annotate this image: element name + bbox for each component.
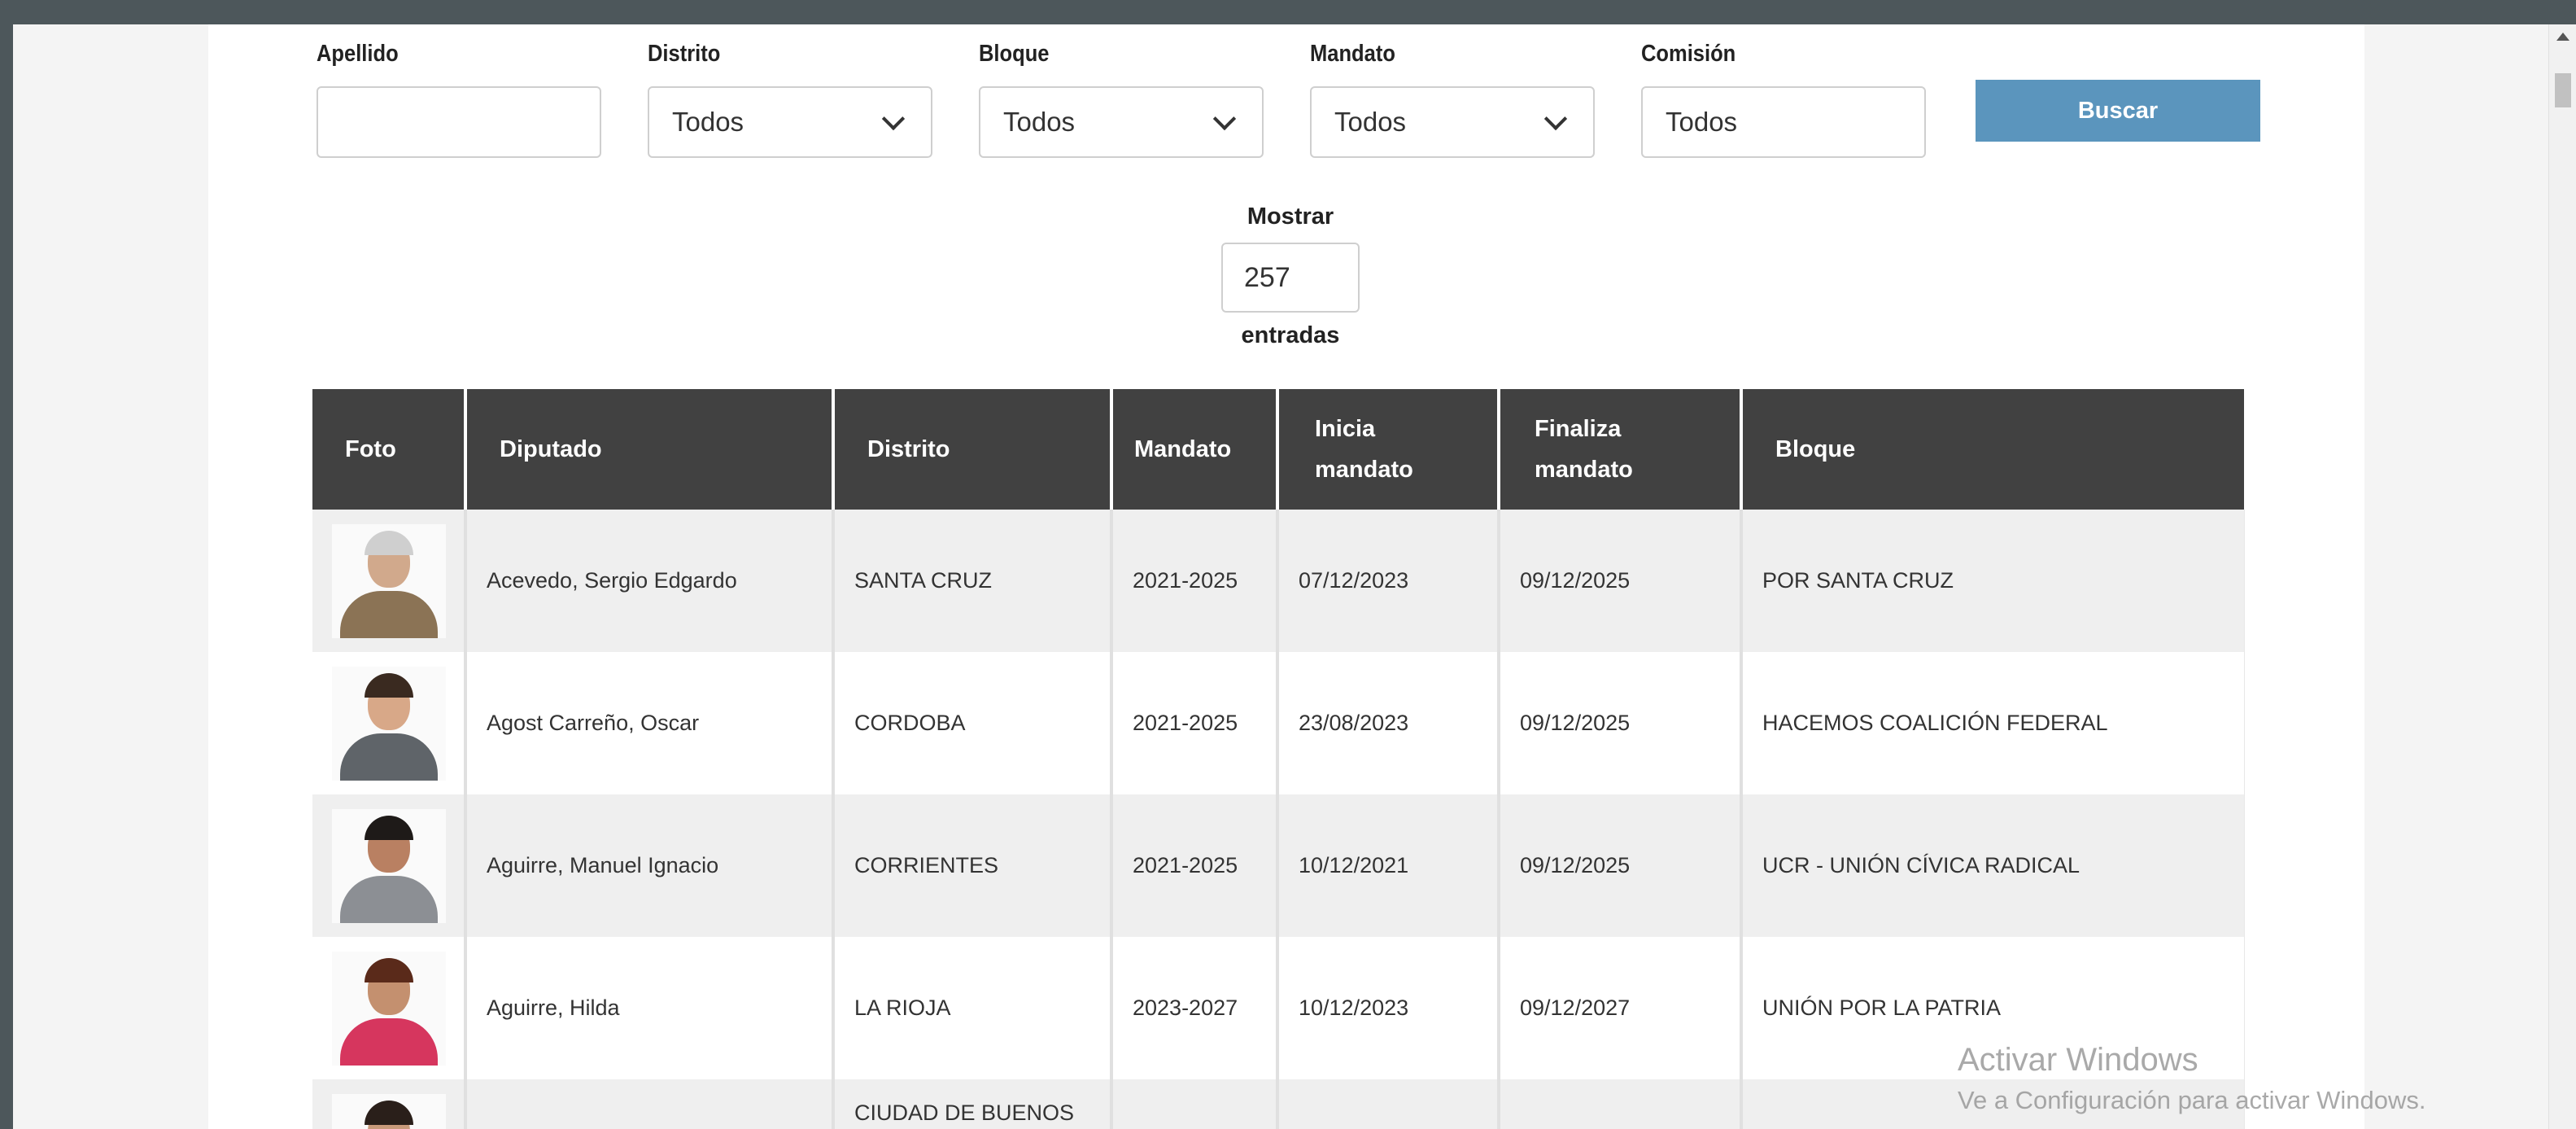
deputy-photo [332,952,446,1066]
chevron-down-icon [882,107,905,130]
finaliza-cell: 09/12/2025 [1499,794,1741,937]
header-diputado[interactable]: Diputado [465,389,833,510]
finaliza-cell [1499,1079,1741,1129]
table-row[interactable] [312,652,2244,794]
mandato-cell: 2021-2025 [1111,510,1277,652]
comision-label: Comisión [1641,41,1736,67]
bloque-select[interactable] [979,86,1264,158]
distrito-cell: LA RIOJA [833,937,1111,1079]
finaliza-cell: 09/12/2025 [1499,652,1741,794]
table-row[interactable] [312,510,2244,652]
filter-mandato [1310,37,1595,158]
apellido-input[interactable] [317,86,601,158]
entries-count-input[interactable]: 257 [1221,243,1360,313]
header-mandato[interactable]: Mandato [1111,389,1277,510]
bloque-cell: POR SANTA CRUZ [1741,510,2244,652]
comision-input[interactable]: Todos [1641,86,1926,158]
header-finaliza-mandato[interactable]: Finaliza mandato [1499,389,1741,510]
distrito-cell: SANTA CRUZ [833,510,1111,652]
header-inicia-mandato[interactable]: Inicia mandato [1277,389,1499,510]
distrito-cell: CORRIENTES [833,794,1111,937]
activation-watermark-subtitle: Ve a Configuración para activar Windows. [1958,1086,2426,1114]
bloque-cell: HACEMOS COALICIÓN FEDERAL [1741,652,2244,794]
deputies-table [312,389,2245,1129]
deputy-photo [332,1094,446,1129]
chevron-down-icon [1213,107,1236,130]
photo-cell [312,510,465,652]
show-label: Mostrar [1247,203,1334,230]
inicia-cell [1277,1079,1499,1129]
bloque-cell: UCR - UNIÓN CÍVICA RADICAL [1741,794,2244,937]
distrito-cell: CORDOBA [833,652,1111,794]
diputado-cell[interactable] [465,1079,833,1129]
inicia-cell: 10/12/2023 [1277,937,1499,1079]
header-foto[interactable]: Foto [312,389,465,510]
mandato-cell [1111,1079,1277,1129]
chevron-down-icon [1544,107,1567,130]
header-bloque[interactable]: Bloque [1741,389,2244,510]
entries-control [1209,200,1372,352]
browser-viewport [13,24,2576,1129]
deputy-photo [332,524,446,638]
scrollbar-thumb[interactable] [2555,73,2571,107]
window-left-border [0,0,13,1129]
photo-cell [312,652,465,794]
filter-apellido [317,37,601,158]
photo-cell [312,937,465,1079]
table-row[interactable] [312,794,2244,937]
mandato-cell: 2023-2027 [1111,937,1277,1079]
inicia-cell: 10/12/2021 [1277,794,1499,937]
photo-cell [312,1079,465,1129]
filter-comision [1641,37,1926,158]
table-row[interactable] [312,937,2244,1079]
filter-bloque [979,37,1264,158]
finaliza-cell: 09/12/2027 [1499,937,1741,1079]
vertical-scrollbar[interactable] [2548,24,2576,1129]
window-top-border [0,0,2576,24]
distrito-select[interactable] [648,86,932,158]
inicia-cell: 23/08/2023 [1277,652,1499,794]
activation-watermark-title: Activar Windows [1958,1042,2198,1078]
header-distrito[interactable]: Distrito [833,389,1111,510]
table-header-row [312,389,2244,510]
diputado-cell[interactable]: Aguirre, Manuel Ignacio [465,794,833,937]
page-content [208,24,2364,1129]
scroll-up-icon[interactable] [2556,33,2569,41]
deputy-photo [332,809,446,923]
distrito-cell: CIUDAD DE BUENOS [833,1079,1111,1129]
inicia-cell: 07/12/2023 [1277,510,1499,652]
distrito-label: Distrito [648,41,721,67]
apellido-label: Apellido [317,41,399,67]
diputado-cell[interactable]: Aguirre, Hilda [465,937,833,1079]
bloque-select-value: Todos [1003,107,1076,137]
mandato-cell: 2021-2025 [1111,652,1277,794]
diputado-cell[interactable]: Acevedo, Sergio Edgardo [465,510,833,652]
mandato-label: Mandato [1310,41,1395,67]
deputy-photo [332,667,446,781]
finaliza-cell: 09/12/2025 [1499,510,1741,652]
distrito-select-value: Todos [672,107,744,137]
bloque-cell: UNIÓN POR LA PATRIA [1741,937,2244,1079]
mandato-select[interactable] [1310,86,1595,158]
filter-distrito [648,37,932,158]
search-button[interactable]: Buscar [1976,80,2260,142]
diputado-cell[interactable]: Agost Carreño, Oscar [465,652,833,794]
mandato-cell: 2021-2025 [1111,794,1277,937]
photo-cell [312,794,465,937]
mandato-select-value: Todos [1334,107,1407,137]
entries-label: entradas [1241,322,1340,348]
table-row[interactable] [312,1079,2244,1129]
bloque-label: Bloque [979,41,1050,67]
